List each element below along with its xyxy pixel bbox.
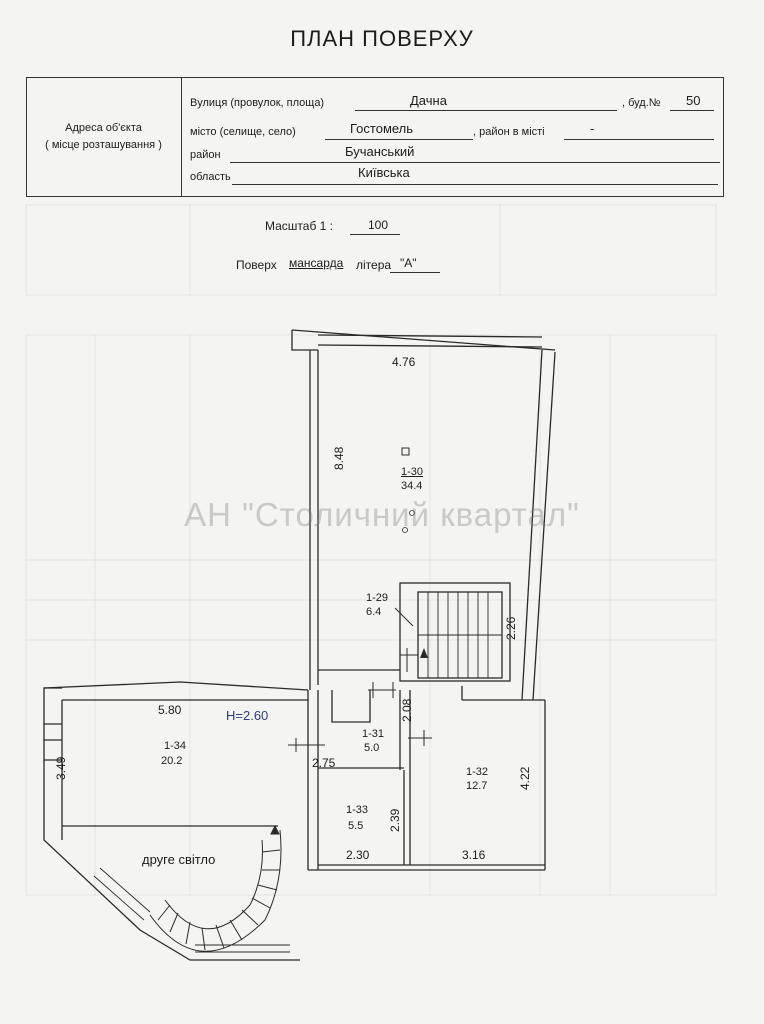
region-value: Київська <box>358 165 410 180</box>
address-label-line2: ( місце розташування ) <box>45 139 162 151</box>
room-1-34-id: 1-34 <box>164 740 187 752</box>
street-label: Вулиця (провулок, площа) <box>190 97 325 109</box>
dim-4-22: 4.22 <box>518 766 532 790</box>
room-1-30-area: 34.4 <box>401 480 423 492</box>
dim-2-39: 2.39 <box>388 808 402 832</box>
dim-2-30: 2.30 <box>346 848 370 862</box>
room-1-32-id: 1-32 <box>466 766 489 778</box>
city-value: Гостомель <box>350 121 414 136</box>
room-1-33-id: 1-33 <box>346 804 369 816</box>
city-district-label: , район в місті <box>473 126 545 138</box>
region-label: область <box>190 171 231 183</box>
dim-4-76: 4.76 <box>392 355 416 369</box>
room-1-31-area: 5.0 <box>364 742 380 754</box>
scale-label: Масштаб 1 : <box>265 219 334 233</box>
dim-2-26: 2.26 <box>504 616 518 640</box>
city-label: місто (селище, село) <box>190 126 296 138</box>
floor-label: Поверх <box>236 258 277 272</box>
letter-value: "А" <box>400 256 417 270</box>
room-1-33-area: 5.5 <box>348 820 364 832</box>
district-value: Бучанський <box>345 144 415 159</box>
floor-value: мансарда <box>289 256 344 270</box>
dim-3-49: 3.49 <box>54 756 68 780</box>
district-label: район <box>190 149 221 161</box>
dim-2-08: 2.08 <box>400 698 414 722</box>
watermark: АН "Столичний квартал" <box>184 496 580 533</box>
dim-2-75: 2.75 <box>312 756 336 770</box>
letter-label: літера <box>356 258 392 272</box>
room-1-31-id: 1-31 <box>362 728 385 740</box>
room-1-29-id: 1-29 <box>366 592 389 604</box>
dim-3-16: 3.16 <box>462 848 486 862</box>
building-value: 50 <box>686 93 701 108</box>
room-1-34-area: 20.2 <box>161 755 183 767</box>
city-district-value: - <box>590 121 595 136</box>
ceiling-height: H=2.60 <box>226 708 269 723</box>
dim-8-48: 8.48 <box>332 446 346 470</box>
building-label: , буд.№ <box>622 97 661 109</box>
second-light-label: друге світло <box>142 852 216 867</box>
room-1-29-area: 6.4 <box>366 606 382 618</box>
dim-5-80: 5.80 <box>158 703 182 717</box>
page-title: ПЛАН ПОВЕРХУ <box>290 26 474 51</box>
address-label-line1: Адреса об'єкта <box>65 122 142 134</box>
room-1-32-area: 12.7 <box>466 780 488 792</box>
room-1-30-id: 1-30 <box>401 466 424 478</box>
scale-value: 100 <box>368 218 389 232</box>
street-value: Дачна <box>410 93 447 108</box>
